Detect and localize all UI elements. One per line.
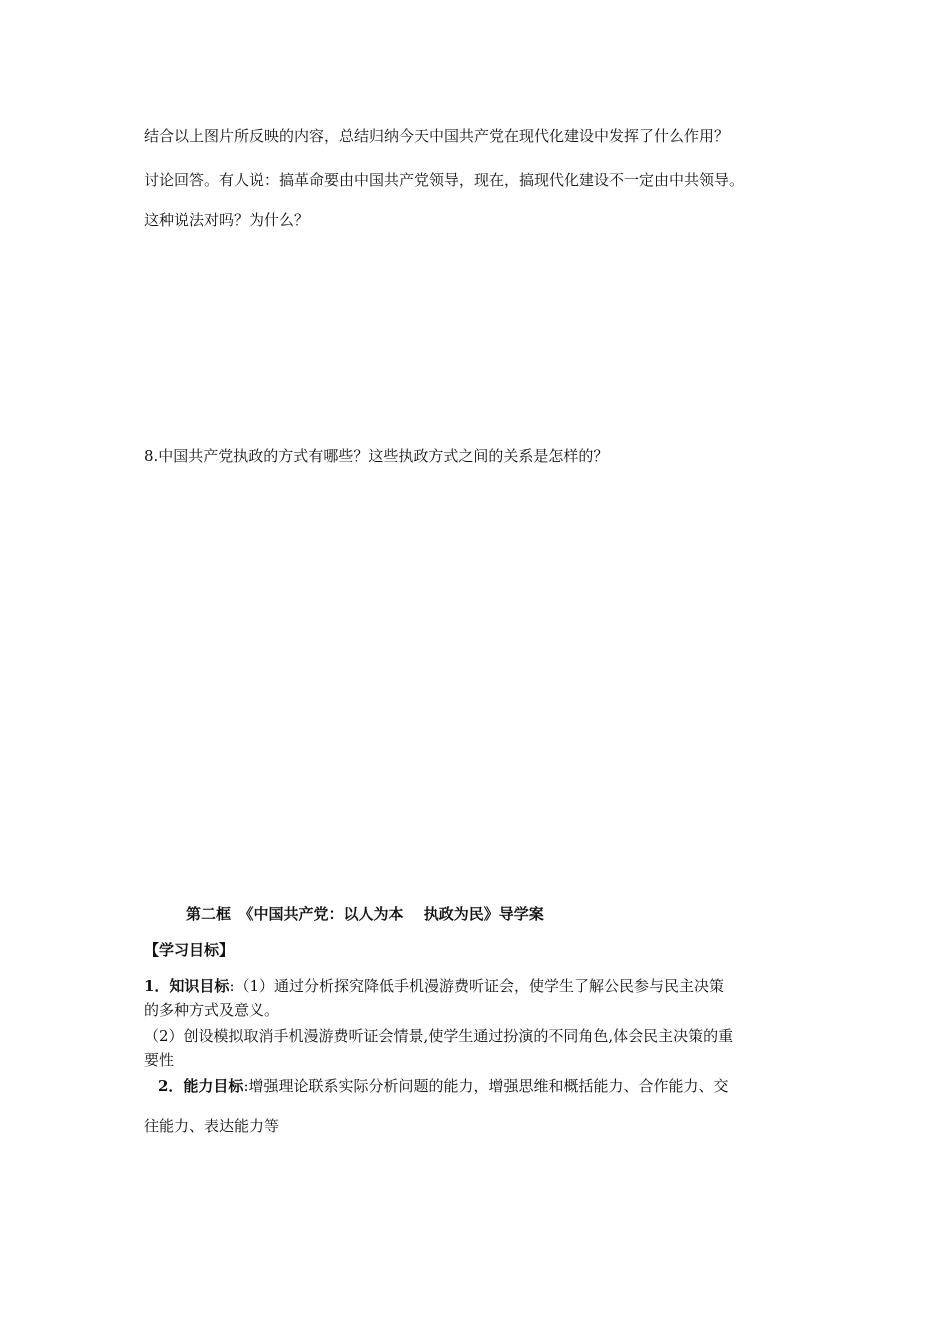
ability-goal-line-1	[158, 1076, 729, 1096]
question-discuss-line-1: 讨论回答。有人说：搞革命要由中国共产党领导，现在，搞现代化建设不一定由中共领导。	[144, 171, 745, 189]
knowledge-goal-label: 1．知识目标	[144, 977, 230, 995]
knowledge-goal-line-3: （2）创设模拟取消手机漫游费听证会情景,使学生通过扮演的不同角色,体会民主决策的重	[144, 1027, 734, 1045]
ability-goal-line-2: 往能力、表达能力等	[144, 1117, 280, 1135]
goals-heading: 【学习目标】	[144, 941, 235, 959]
knowledge-goal-colon: :	[229, 977, 235, 995]
question-discuss-line-2: 这种说法对吗？为什么？	[144, 211, 310, 229]
ability-goal-colon: :	[243, 1077, 249, 1095]
ability-goal-text: 增强理论联系实际分析问题的能力，增强思维和概括能力、合作能力、交	[248, 1077, 729, 1095]
ability-goal-label: 2．能力目标	[158, 1077, 244, 1095]
knowledge-goal-line-4: 要性	[144, 1051, 175, 1069]
knowledge-goal-line-1	[144, 976, 724, 996]
knowledge-goal-line-2: 的多种方式及意义。	[144, 1001, 280, 1019]
question-summary: 结合以上图片所反映的内容，总结归纳今天中国共产党在现代化建设中发挥了什么作用？	[144, 127, 730, 145]
question-8: 8.中国共产党执政的方式有哪些？这些执政方式之间的关系是怎样的？	[144, 447, 609, 465]
section-title: 第二框 《中国共产党：以人为本 执政为民》导学案	[186, 905, 544, 923]
knowledge-goal-text: （1）通过分析探究降低手机漫游费听证会，使学生了解公民参与民主决策	[234, 977, 725, 995]
